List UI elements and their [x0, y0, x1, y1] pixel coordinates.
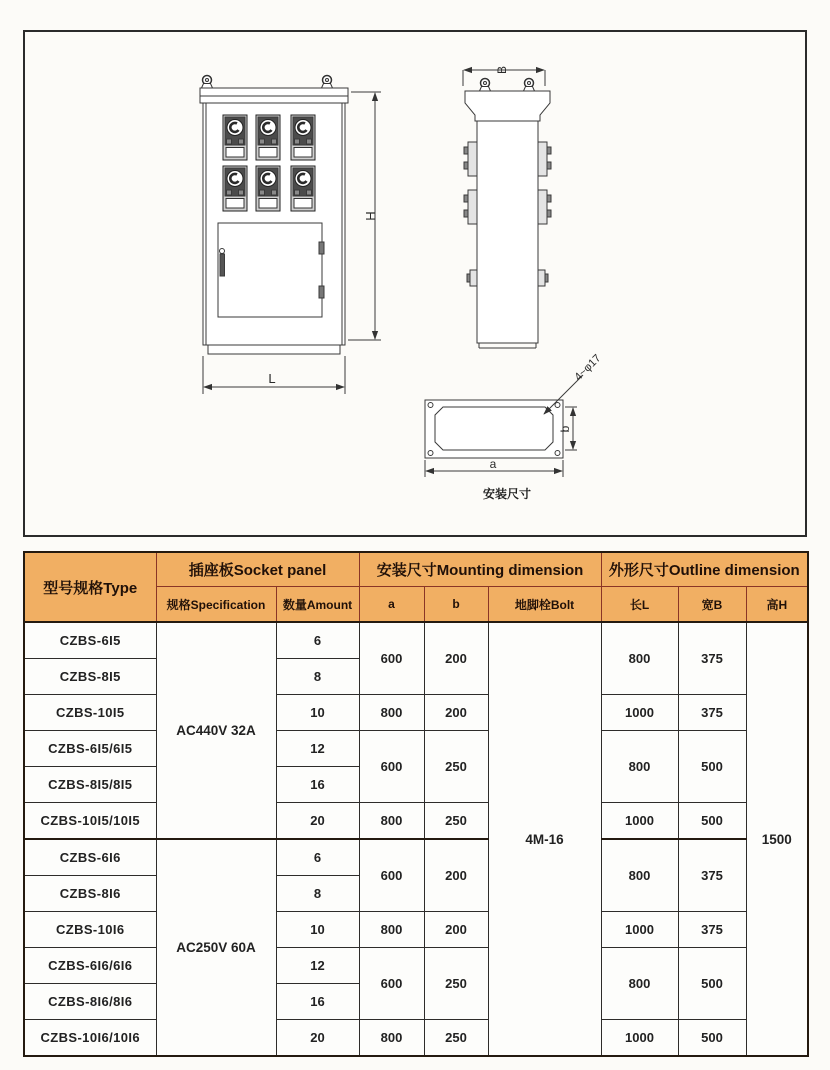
cell-L: 800 [601, 731, 678, 803]
cell-L: 1000 [601, 1020, 678, 1057]
col-header-width: 宽B [678, 587, 746, 623]
cell-b: 200 [424, 839, 488, 912]
drawing-frame [24, 31, 806, 536]
spec-table [23, 551, 809, 1057]
cell-amount: 10 [276, 695, 359, 731]
cell-b: 200 [424, 912, 488, 948]
cell-B: 375 [678, 695, 746, 731]
cell-b: 250 [424, 948, 488, 1020]
cell-a: 600 [359, 622, 424, 695]
side-view [463, 70, 551, 348]
bottom-view-caption: 安装尺寸 [482, 487, 532, 501]
cell-L: 800 [601, 622, 678, 695]
cell-type: CZBS-10I6/10I6 [24, 1020, 156, 1057]
cell-b: 250 [424, 803, 488, 840]
cell-amount: 20 [276, 803, 359, 840]
col-header-bolt: 地脚栓Bolt [488, 587, 601, 623]
cell-type: CZBS-6I6 [24, 839, 156, 876]
cell-type: CZBS-6I6/6I6 [24, 948, 156, 984]
front-view [200, 76, 381, 395]
cell-B: 500 [678, 803, 746, 840]
cell-L: 1000 [601, 803, 678, 840]
cell-b: 200 [424, 695, 488, 731]
hole-count-label: 4~φ17 [572, 352, 604, 384]
col-header-socket-panel: 插座板Socket panel [156, 552, 359, 587]
cell-type: CZBS-6I5/6I5 [24, 731, 156, 767]
col-header-b: b [424, 587, 488, 623]
cell-L: 800 [601, 948, 678, 1020]
dim-label-width-B: B [495, 65, 509, 75]
cell-amount: 16 [276, 767, 359, 803]
table-row [24, 622, 808, 659]
table-row [24, 948, 808, 984]
cell-a: 800 [359, 1020, 424, 1057]
table-row [24, 912, 808, 948]
cell-a: 600 [359, 948, 424, 1020]
cell-B: 375 [678, 912, 746, 948]
cell-spec: AC250V 60A [156, 839, 276, 1056]
cell-b: 250 [424, 1020, 488, 1057]
cell-type: CZBS-8I6 [24, 876, 156, 912]
table-row [24, 1020, 808, 1057]
col-header-mounting: 安装尺寸Mounting dimension [359, 552, 601, 587]
col-header-outline: 外形尺寸Outline dimension [601, 552, 808, 587]
col-header-a: a [359, 587, 424, 623]
cell-amount: 8 [276, 659, 359, 695]
cell-a: 800 [359, 695, 424, 731]
cell-type: CZBS-10I6 [24, 912, 156, 948]
cell-a: 600 [359, 731, 424, 803]
dim-label-b: b [558, 425, 572, 433]
door-handle [220, 254, 225, 276]
cell-bolt: 4M-16 [488, 622, 601, 1056]
cell-B: 500 [678, 948, 746, 1020]
cell-b: 250 [424, 731, 488, 803]
col-header-height: 高H [746, 587, 808, 623]
cell-type: CZBS-6I5 [24, 622, 156, 659]
table-row [24, 695, 808, 731]
cell-a: 800 [359, 912, 424, 948]
cell-type: CZBS-10I5 [24, 695, 156, 731]
cell-amount: 6 [276, 622, 359, 659]
cell-amount: 20 [276, 1020, 359, 1057]
cell-amount: 10 [276, 912, 359, 948]
cell-type: CZBS-10I5/10I5 [24, 803, 156, 840]
cell-amount: 16 [276, 984, 359, 1020]
cell-type: CZBS-8I5/8I5 [24, 767, 156, 803]
table-row [24, 731, 808, 767]
cell-amount: 6 [276, 839, 359, 876]
cell-amount: 12 [276, 731, 359, 767]
dim-label-a: a [489, 457, 497, 471]
cell-B: 375 [678, 622, 746, 695]
col-header-spec: 规格Specification [156, 587, 276, 623]
cell-L: 800 [601, 839, 678, 912]
table-row [24, 803, 808, 840]
cell-amount: 8 [276, 876, 359, 912]
cell-spec: AC440V 32A [156, 622, 276, 839]
cell-a: 600 [359, 839, 424, 912]
cell-a: 800 [359, 803, 424, 840]
cell-L: 1000 [601, 912, 678, 948]
col-header-type: 型号规格Type [24, 552, 156, 622]
cell-b: 200 [424, 622, 488, 695]
cell-H: 1500 [746, 622, 808, 1056]
cell-type: CZBS-8I6/8I6 [24, 984, 156, 1020]
cell-L: 1000 [601, 695, 678, 731]
table-row [24, 839, 808, 876]
cell-B: 500 [678, 1020, 746, 1057]
col-header-length: 长L [601, 587, 678, 623]
cell-amount: 12 [276, 948, 359, 984]
dim-label-L: L [268, 371, 276, 386]
dim-label-H: H [363, 211, 378, 221]
cabinet-door [218, 223, 322, 317]
technical-drawing-panel [23, 30, 807, 537]
cell-B: 375 [678, 839, 746, 912]
cell-type: CZBS-8I5 [24, 659, 156, 695]
col-header-amount: 数量Amount [276, 587, 359, 623]
cell-B: 500 [678, 731, 746, 803]
